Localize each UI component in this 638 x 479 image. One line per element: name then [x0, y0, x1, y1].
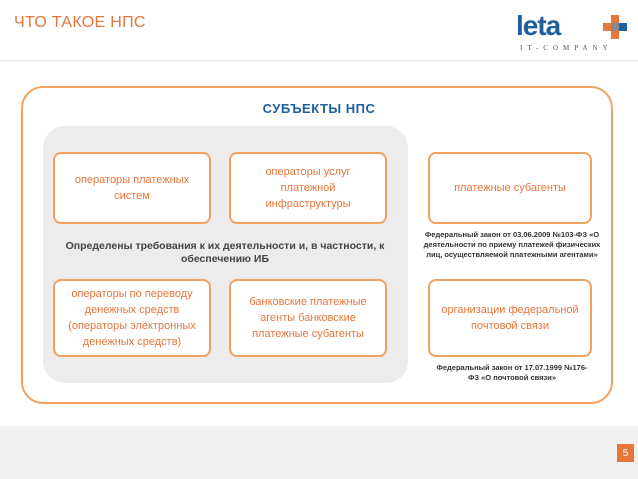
card-label: операторы услуг платежной инфраструктуры	[265, 166, 351, 210]
company-logo	[516, 10, 630, 56]
card-payment-system-operators	[53, 152, 211, 224]
page-title: ЧТО ТАКОЕ НПС	[14, 14, 146, 31]
card-label: банковские платежные агенты банковские платежные субагенты	[249, 296, 367, 340]
logo-wordmark: leta	[516, 10, 561, 41]
card-payment-subagents	[428, 152, 592, 224]
logo-tagline: IT-COMPANY	[520, 44, 613, 52]
law-103-note: Федеральный закон от 03.06.2009 №103-ФЗ «О деятельности по приему платежей физических лиц, осуществляемой платежными агентами»	[423, 230, 601, 259]
requirements-caption: Определены требования к их деятельности и, в частности, к обеспечению ИБ	[65, 240, 385, 265]
card-money-transfer-operators	[53, 279, 211, 357]
card-label: организации федеральной почтовой связи	[441, 304, 579, 332]
card-label: платежные субагенты	[454, 182, 566, 194]
card-label: операторы платежных систем	[74, 174, 190, 202]
logo-mark-icon	[602, 14, 628, 40]
page-number-badge: 5	[617, 444, 634, 462]
law-176-note: Федеральный закон от 17.07.1999 №176-ФЗ «О почтовой связи»	[436, 363, 588, 382]
diagram-title: СУБЪЕКТЫ НПС	[262, 101, 376, 116]
card-infrastructure-operators	[229, 152, 387, 224]
card-label: операторы по переводу денежных средств (операторы электронных денежных средств)	[68, 288, 196, 348]
footer-band	[0, 426, 638, 479]
card-postal-organizations	[428, 279, 592, 357]
card-bank-agents	[229, 279, 387, 357]
